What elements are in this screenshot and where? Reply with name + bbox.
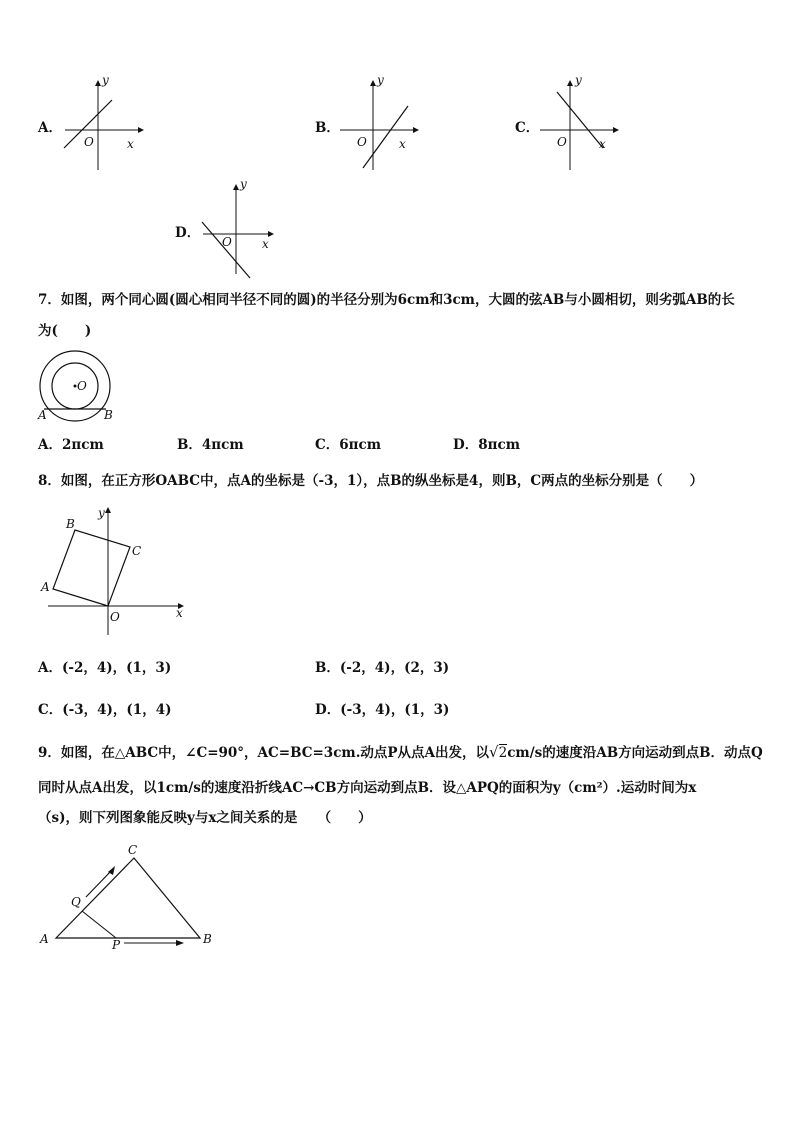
sqrt-symbol: √ bbox=[489, 743, 499, 761]
q6-option-c-label: C． bbox=[515, 120, 540, 136]
q9-stem-line1 bbox=[38, 745, 763, 761]
q6-option-b-label: B． bbox=[315, 120, 340, 136]
q6b-y: y bbox=[377, 73, 384, 87]
q8-x-label: x bbox=[176, 606, 183, 620]
q6-graph-c bbox=[535, 73, 625, 173]
q7-choice-c: C．6πcm bbox=[315, 437, 382, 453]
q9-figure-triangle bbox=[38, 842, 218, 954]
q9-q-label: Q bbox=[71, 895, 81, 909]
q6b-o: O bbox=[357, 135, 367, 149]
q8-c-label: C bbox=[132, 544, 142, 558]
q6-option-d-label: D． bbox=[175, 225, 201, 241]
q6a-y: y bbox=[102, 73, 109, 87]
q8-figure-square bbox=[38, 505, 188, 637]
q9-p-label: P bbox=[112, 938, 121, 952]
q6-graph-b bbox=[335, 73, 425, 173]
q6c-y: y bbox=[575, 73, 582, 87]
q8-choice-c: C．(-3，4)，(1，4) bbox=[38, 702, 172, 718]
q8-a-label: A bbox=[41, 580, 50, 594]
q6d-x: x bbox=[262, 237, 269, 251]
q6b-x: x bbox=[399, 137, 406, 151]
q7-choice-b: B．4πcm bbox=[177, 437, 244, 453]
q6a-x: x bbox=[127, 137, 134, 151]
q9-b-label: B bbox=[203, 932, 212, 946]
q9-stem-line1-part2: cm/s的速度沿AB方向运动到点B．动点Q bbox=[507, 745, 763, 761]
q9-a-label: A bbox=[40, 932, 49, 946]
q7-center-label: O bbox=[77, 379, 87, 393]
q9-c-label: C bbox=[128, 843, 138, 857]
q7-figure-circles bbox=[36, 348, 118, 424]
q8-choice-d: D．(-3，4)，(1，3) bbox=[315, 702, 450, 718]
q6d-y: y bbox=[240, 177, 247, 191]
q7-a-label: A bbox=[38, 408, 47, 422]
q8-choice-b: B．(-2，4)，(2，3) bbox=[315, 660, 450, 676]
q9-stem-line3: （s)，则下列图象能反映y与x之间关系的是 （ ） bbox=[38, 810, 372, 826]
q8-stem: 8．如图，在正方形OABC中，点A的坐标是（-3，1），点B的纵坐标是4，则B，C两点的坐标分别是（ ） bbox=[38, 473, 704, 489]
q9-stem-line1-part1: 9．如图，在△ABC中，∠C=90°，AC=BC=3cm.动点P从点A出发，以 bbox=[38, 745, 490, 761]
q7-stem-line2: 为( ) bbox=[38, 323, 92, 339]
q8-y-label: y bbox=[98, 506, 105, 520]
q8-b-label: B bbox=[66, 517, 75, 531]
q6-graph-a bbox=[60, 73, 150, 173]
q7-choice-d: D．8πcm bbox=[453, 437, 520, 453]
q8-o-label: O bbox=[110, 610, 120, 624]
q6c-o: O bbox=[557, 135, 567, 149]
q9-stem-line2: 同时从点A出发，以1cm/s的速度沿折线AC→CB方向运动到点B．设△APQ的面积为y（cm²）.运动时间为x bbox=[38, 780, 697, 796]
q6c-x: x bbox=[599, 137, 606, 151]
sqrt-radicand: 2 bbox=[498, 745, 508, 761]
q6-option-a-label: A． bbox=[38, 120, 62, 136]
q8-choice-a: A．(-2，4)，(1，3) bbox=[38, 660, 172, 676]
q6a-o: O bbox=[84, 135, 94, 149]
q6d-o: O bbox=[222, 235, 232, 249]
q7-b-label: B bbox=[104, 408, 113, 422]
q7-stem-line1: 7．如图，两个同心圆(圆心相同半径不同的圆)的半径分别为6cm和3cm，大圆的弦AB与小圆相切，则劣弧AB的长 bbox=[38, 292, 735, 308]
q6-graph-d bbox=[198, 177, 288, 280]
q7-choice-a: A．2πcm bbox=[38, 437, 104, 453]
